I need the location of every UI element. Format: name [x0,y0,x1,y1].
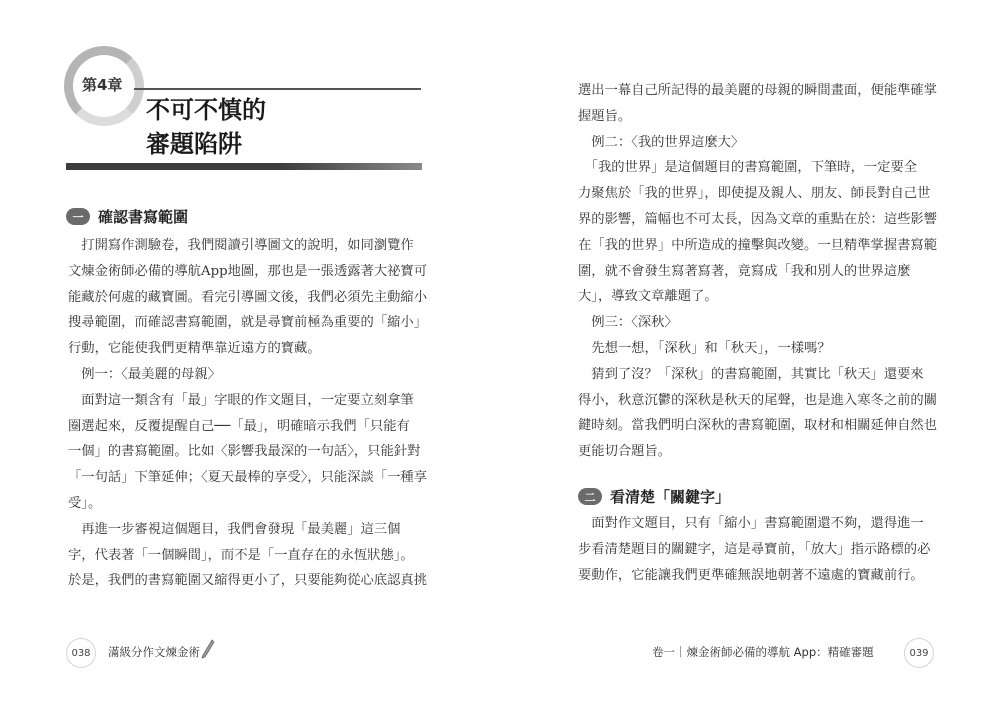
text-line: 猜到了沒？「深秋」的書寫範圍，其實比「秋天」還要來 [578,366,924,382]
text-line: 例三：〈深秋〉 [578,315,678,331]
chapter-rule [134,88,421,90]
section-number-badge: 一 [66,208,90,225]
text-line: 選出一幕自己所記得的最美麗的母親的瞬間畫面，便能準確掌 [578,83,938,98]
running-footer: 滿級分作文煉金術 [108,645,200,659]
text-line: 鍵時刻。當我們明白深秋的書寫範圍，取材和相關延伸自然也 [578,418,938,434]
text-line: 面對這一類含有「最」字眼的作文題目，一定要立刻拿筆 [68,392,414,408]
section-number-badge: 二 [578,488,602,505]
body-text-right-top [578,78,937,465]
pen-icon [200,638,216,660]
page-number: 038 [66,638,96,668]
section-heading-2 [578,486,730,507]
text-line: 例一：〈最美麗的母親〉 [68,366,221,382]
text-line: 「我的世界」是這個題目的書寫範圍，下筆時，一定要全 [578,160,918,176]
text-line: 握題旨。 [578,108,632,124]
text-line: 例二：〈我的世界這麼大〉 [578,134,745,150]
text-line: 行動，它能使我們更精準靠近遠方的寶藏。 [68,341,321,357]
text-line: 界的影響，篇幅也不可太長，因為文章的重點在於：這些影響 [578,211,938,227]
text-line: 能藏於何處的藏寶圖。看完引導圖文後，我們必須先主動縮小 [68,289,428,305]
right-page [500,0,1000,709]
section-title: 看清楚「關鍵字」 [610,488,731,506]
text-line: 字，代表著「一個瞬間」，而不是「一直存在的永恆狀態」。 [68,547,414,563]
running-footer: 卷一｜煉金術師必備的導航 App：精確審題 [652,645,874,659]
chapter-label: 第4章 [82,76,123,94]
text-line: 搜尋範圍，而確認書寫範圍，就是尋寶前極為重要的「縮小」 [68,315,428,331]
body-text-left [68,233,427,594]
text-line: 圈選起來，反覆提醒自己──「最」，明確暗示我們「只能有 [68,418,410,434]
text-line: 面對作文題目，只有「縮小」書寫範圍還不夠，還得進一 [578,516,924,531]
text-line: 再進一步審視這個題目，我們會發現「最美麗」這三個 [68,521,401,537]
chapter-title-line-1: 不可不慎的 [146,96,266,124]
text-line: 一個」的書寫範圍。比如〈影響我最深的一句話〉，只能針對 [68,444,421,460]
text-line: 在「我的世界」中所造成的撞擊與改變。一旦精準掌握書寫範 [578,237,938,253]
section-heading-1 [66,206,188,227]
text-line: 受」。 [68,495,102,511]
text-line: 力聚焦於「我的世界」，即使提及親人、朋友、師長對自己世 [578,186,931,202]
text-line: 得小，秋意沉鬱的深秋是秋天的尾聲，也是進入寒冬之前的關 [578,392,938,408]
text-line: 「一句話」下筆延伸；〈夏天最棒的享受〉，只能深談「一種享 [68,470,428,486]
text-line: 要動作，它能讓我們更準確無誤地朝著不遠處的寶藏前行。 [578,567,924,583]
chapter-title [146,93,266,161]
text-line: 大」，導致文章離題了。 [578,289,718,305]
text-line: 圍，就不會發生寫著寫著，竟寫成「我和別人的世界這麼 [578,263,911,279]
chapter-band-divider [66,163,422,170]
text-line: 於是，我們的書寫範圍又縮得更小了，只要能夠從心底認真挑 [68,573,428,589]
chapter-title-line-2: 審題陷阱 [146,130,242,158]
text-line: 文煉金術師必備的導航App地圖，那也是一張透露著大祕寶可 [68,263,428,279]
text-line: 步看清楚題目的關鍵字，這是尋寶前，「放大」指示路標的必 [578,541,931,557]
section-title: 確認書寫範圍 [98,208,189,226]
page-number: 039 [904,638,934,668]
body-text-right-bottom [578,511,930,588]
text-line: 先想一想，「深秋」和「秋天」，一樣嗎？ [578,340,831,356]
text-line: 更能切合題旨。 [578,444,672,460]
text-line: 打開寫作測驗卷，我們閱讀引導圖文的說明，如同瀏覽作 [68,238,414,253]
